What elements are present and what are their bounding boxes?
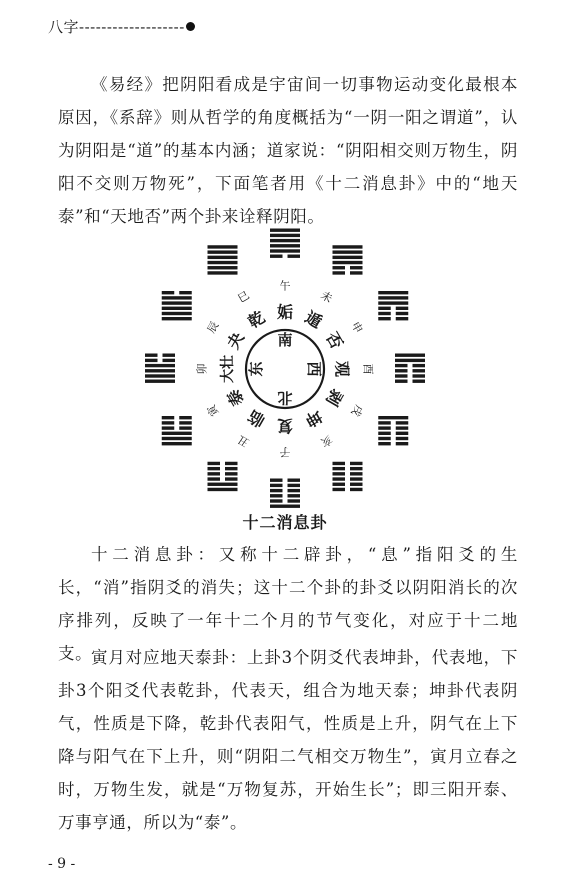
yin-line [270, 499, 283, 502]
yang-line [145, 380, 175, 383]
yin-line [396, 312, 409, 315]
yin-line [162, 416, 175, 419]
yin-line [179, 416, 192, 419]
hexagram-symbol [270, 229, 300, 258]
direction-east: 东 [247, 361, 265, 377]
earthly-branch: 寅 [204, 402, 222, 419]
yin-line [270, 484, 283, 487]
yang-line [162, 301, 192, 304]
direction-west: 西 [305, 361, 323, 377]
twelve-hexagrams-diagram [130, 226, 440, 516]
yang-line [378, 291, 408, 294]
hexagram-symbol [378, 416, 408, 445]
hexagram-symbol [208, 245, 238, 274]
yin-line [378, 426, 391, 429]
yin-line [395, 374, 408, 377]
yang-line [145, 374, 175, 377]
hexagram-name: 泰 [223, 385, 248, 410]
yin-line [413, 369, 426, 372]
direction-north: 北 [277, 389, 293, 407]
paragraph-tai: 寅月对应地天泰卦：上卦3个阴爻代表坤卦，代表地，下卦3个阳爻代表乾卦，代表天，组合为地天泰；坤卦代表阴气，性质是下降，乾卦代表阳气，性质是上升，阴气在上下降与阳气在下上升，则“阴阳二气相交万物生”，寅月立春之时，万物生发，就是“万物复苏，开始生长”；即三阳开泰、万事亨通，所以为“泰”。 [58, 648, 518, 832]
paragraph-definition: 十二消息卦：又称十二辟卦，“息”指阳爻的生长，“消”指阴爻的消失；这十二个卦的卦爻以阴阳消长的次序排列，反映了一年十二个月的节气变化，对应于十二地支。 [58, 545, 518, 663]
yang-line [395, 354, 425, 357]
hexagram-name: 复 [276, 416, 294, 436]
earthly-branch: 申 [348, 319, 366, 336]
yin-line [163, 354, 176, 357]
yin-line [333, 472, 346, 475]
direction-south: 南 [277, 331, 293, 349]
yang-line [378, 296, 408, 299]
yin-line [288, 499, 301, 502]
yang-line [208, 271, 238, 274]
yin-line [208, 467, 221, 470]
header-text: 八字------------------- [48, 18, 185, 36]
yang-line [333, 261, 363, 264]
yin-line [378, 432, 391, 435]
yin-line [162, 426, 175, 429]
hexagram-name: 剥 [322, 385, 347, 410]
yin-line [288, 255, 301, 258]
yang-line [333, 256, 363, 259]
yin-line [378, 442, 391, 445]
yin-line [413, 364, 426, 367]
yin-line [333, 483, 346, 486]
yin-line [333, 462, 346, 465]
yang-line [162, 437, 192, 440]
yin-line [350, 477, 363, 480]
yang-line [378, 416, 408, 419]
diagram-caption: 十二消息卦 [242, 513, 328, 532]
hexagram-symbol [162, 416, 192, 445]
yin-line [145, 354, 158, 357]
hexagram-name: 大壮 [220, 355, 236, 383]
earthly-branch: 卯 [195, 363, 209, 375]
yang-line [270, 229, 300, 232]
hexagram-name: 否 [322, 328, 347, 353]
yin-line [288, 479, 301, 482]
hexagram-symbol [378, 291, 408, 320]
hexagram-name: 观 [332, 360, 352, 378]
yin-line [350, 266, 363, 269]
yin-line [145, 359, 158, 362]
hexagram-name: 乾 [244, 307, 269, 332]
hexagram-symbol [333, 462, 363, 491]
yin-line [350, 467, 363, 470]
running-header [48, 16, 195, 37]
yang-line [333, 245, 363, 248]
earthly-branch: 辰 [204, 319, 222, 336]
yin-line [288, 489, 301, 492]
yin-line [378, 307, 391, 310]
yin-line [378, 437, 391, 440]
yang-line [162, 312, 192, 315]
earthly-branch: 子 [279, 445, 291, 459]
yang-line [270, 239, 300, 242]
yin-line [225, 462, 238, 465]
earthly-branch: 酉 [361, 363, 375, 375]
yin-line [350, 462, 363, 465]
yin-line [396, 307, 409, 310]
yin-line [396, 317, 409, 320]
page-number: - 9 - [48, 856, 76, 872]
yang-line [270, 234, 300, 237]
yin-line [333, 266, 346, 269]
yin-line [396, 442, 409, 445]
yang-line [162, 307, 192, 310]
yang-line [395, 359, 425, 362]
earthly-branch: 未 [318, 288, 335, 306]
yin-line [162, 421, 175, 424]
yin-line [208, 462, 221, 465]
earthly-branch: 丑 [235, 432, 252, 450]
yin-line [270, 494, 283, 497]
yin-line [333, 488, 346, 491]
yin-line [179, 426, 192, 429]
yin-line [378, 317, 391, 320]
yang-line [208, 488, 238, 491]
hexagram-symbol [395, 354, 425, 383]
earthly-branch: 午 [279, 279, 291, 293]
yang-line [208, 245, 238, 248]
yin-line [395, 369, 408, 372]
yin-line [270, 489, 283, 492]
yang-line [208, 256, 238, 259]
yin-line [208, 477, 221, 480]
yin-line [350, 488, 363, 491]
yang-line [270, 249, 300, 252]
yang-line [162, 296, 192, 299]
hexagram-name: 姤 [276, 302, 294, 322]
yin-line [333, 477, 346, 480]
hexagram-name: 坤 [301, 406, 326, 431]
yang-line [145, 364, 175, 367]
yin-line [396, 421, 409, 424]
yin-line [350, 472, 363, 475]
yin-line [225, 477, 238, 480]
yin-line [413, 380, 426, 383]
yin-line [270, 255, 283, 258]
yang-line [145, 369, 175, 372]
earthly-branch: 巳 [235, 288, 252, 306]
hexagram-name: 临 [244, 406, 269, 431]
hexagram-name: 遁 [301, 307, 326, 332]
yin-line [288, 484, 301, 487]
yin-line [378, 421, 391, 424]
paragraph-intro: 《易经》把阴阳看成是宇宙间一切事物运动变化最根本原因，《系辞》则从哲学的角度概括为“一阴一阳之谓道”，认为阴阳是“道”的基本内涵；道家说：“阴阳相交则万物生，阴阳不交则万物死”，下面笔者用《十二消息卦》中的“地天泰”和“天地否”两个卦来诠释阴阳。 [58, 75, 518, 226]
yin-line [395, 364, 408, 367]
earthly-branch: 戌 [348, 402, 366, 419]
yin-line [163, 359, 176, 362]
yin-line [270, 479, 283, 482]
yang-line [208, 266, 238, 269]
yin-line [378, 312, 391, 315]
yin-line [396, 437, 409, 440]
hexagram-name: 夬 [223, 328, 248, 353]
yin-line [333, 467, 346, 470]
bullet-icon [186, 22, 195, 31]
hexagram-symbol [145, 354, 175, 383]
yang-line [208, 261, 238, 264]
yin-line [208, 472, 221, 475]
earthly-branch: 亥 [318, 432, 335, 450]
yin-line [179, 291, 192, 294]
yin-line [288, 494, 301, 497]
yin-line [350, 483, 363, 486]
yin-line [395, 380, 408, 383]
yang-line [270, 244, 300, 247]
yin-line [225, 472, 238, 475]
yang-line [162, 317, 192, 320]
yin-line [162, 291, 175, 294]
yang-line [162, 442, 192, 445]
yin-line [350, 271, 363, 274]
yin-line [179, 421, 192, 424]
hexagram-symbol [270, 479, 300, 508]
yang-line [162, 432, 192, 435]
hexagram-symbol [208, 462, 238, 491]
yin-line [225, 467, 238, 470]
yin-line [333, 271, 346, 274]
yang-line [208, 483, 238, 486]
yin-line [413, 374, 426, 377]
hexagram-symbol [333, 245, 363, 274]
hexagram-symbol [162, 291, 192, 320]
yin-line [396, 432, 409, 435]
yang-line [378, 301, 408, 304]
yin-line [396, 426, 409, 429]
yang-line [270, 505, 300, 508]
yang-line [333, 250, 363, 253]
yang-line [208, 250, 238, 253]
